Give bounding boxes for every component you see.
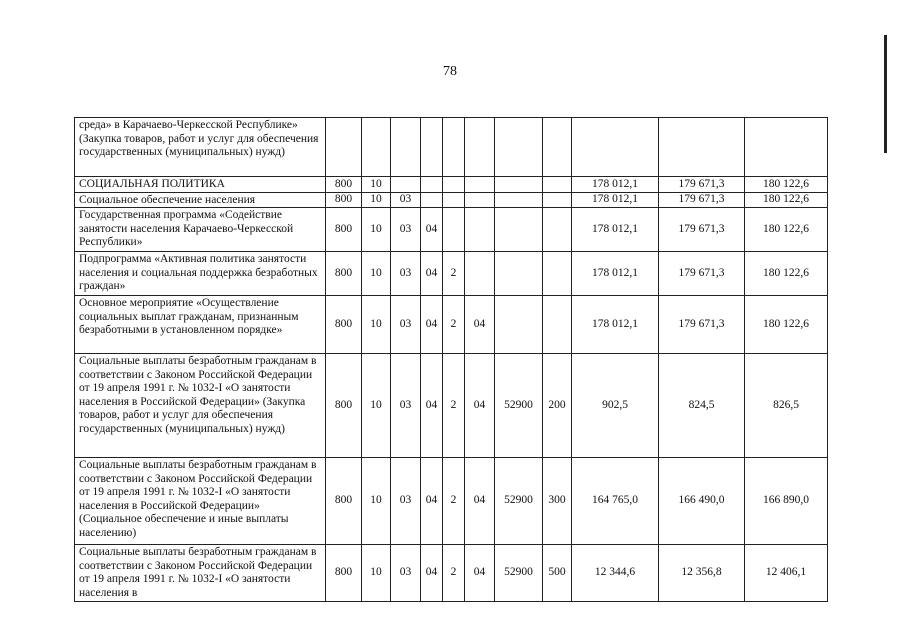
- code-subprogram: 2: [443, 354, 465, 458]
- amount-year-2: 179 671,3: [659, 252, 745, 296]
- code-subprogram: [443, 208, 465, 252]
- code-ved: 800: [326, 252, 362, 296]
- table-row: [75, 118, 828, 177]
- amount-year-3: 180 122,6: [745, 252, 828, 296]
- code-program: 04: [421, 296, 443, 354]
- code-ved: 800: [326, 296, 362, 354]
- amount-year-3: 180 122,6: [745, 192, 828, 208]
- amount-year-2: 179 671,3: [659, 208, 745, 252]
- code-subprogram: [443, 118, 465, 177]
- amount-year-2: 166 490,0: [659, 458, 745, 545]
- amount-year-3: 166 890,0: [745, 458, 828, 545]
- table-row: [75, 545, 828, 602]
- budget-table: [74, 117, 828, 602]
- table-row: [75, 208, 828, 252]
- code-rz: 10: [362, 354, 391, 458]
- code-subprogram: 2: [443, 296, 465, 354]
- code-direction: [495, 296, 543, 354]
- code-vr: [543, 252, 572, 296]
- amount-year-2: 179 671,3: [659, 177, 745, 193]
- page-number: 78: [443, 64, 457, 79]
- code-direction: 52900: [495, 354, 543, 458]
- code-event: [465, 252, 495, 296]
- code-pr: 03: [391, 458, 421, 545]
- code-pr: [391, 177, 421, 193]
- code-ved: [326, 118, 362, 177]
- code-program: 04: [421, 252, 443, 296]
- amount-year-2: 179 671,3: [659, 192, 745, 208]
- code-program: [421, 177, 443, 193]
- code-direction: [495, 177, 543, 193]
- code-rz: 10: [362, 192, 391, 208]
- code-ved: 800: [326, 208, 362, 252]
- table-row: [75, 252, 828, 296]
- code-vr: [543, 118, 572, 177]
- table-row: [75, 192, 828, 208]
- code-ved: 800: [326, 545, 362, 602]
- code-rz: 10: [362, 252, 391, 296]
- row-name: Государственная программа «Содействие занятости населения Карачаево-Черкесской Республики»: [75, 208, 326, 252]
- amount-year-1: 164 765,0: [572, 458, 659, 545]
- code-pr: [391, 118, 421, 177]
- amount-year-1: 902,5: [572, 354, 659, 458]
- code-program: 04: [421, 354, 443, 458]
- amount-year-1: 178 012,1: [572, 208, 659, 252]
- code-vr: [543, 177, 572, 193]
- code-event: [465, 118, 495, 177]
- code-direction: [495, 118, 543, 177]
- code-rz: 10: [362, 296, 391, 354]
- code-event: 04: [465, 296, 495, 354]
- row-name: Подпрограмма «Активная политика занятости населения и социальная поддержка безработных граждан»: [75, 252, 326, 296]
- amount-year-1: 12 344,6: [572, 545, 659, 602]
- row-name: среда» в Карачаево-Черкесской Республике» (Закупка товаров, работ и услуг для обеспечения государственных (муниципальных) нужд): [75, 118, 326, 177]
- amount-year-3: [745, 118, 828, 177]
- table-row: [75, 458, 828, 545]
- code-program: [421, 118, 443, 177]
- code-ved: 800: [326, 458, 362, 545]
- code-event: 04: [465, 545, 495, 602]
- code-subprogram: 2: [443, 545, 465, 602]
- code-event: 04: [465, 458, 495, 545]
- code-rz: 10: [362, 177, 391, 193]
- code-pr: 03: [391, 208, 421, 252]
- code-vr: [543, 296, 572, 354]
- code-direction: [495, 252, 543, 296]
- code-ved: 800: [326, 192, 362, 208]
- code-pr: 03: [391, 354, 421, 458]
- code-subprogram: [443, 192, 465, 208]
- code-rz: 10: [362, 458, 391, 545]
- code-direction: 52900: [495, 545, 543, 602]
- amount-year-3: 180 122,6: [745, 296, 828, 354]
- amount-year-2: 824,5: [659, 354, 745, 458]
- table-row: [75, 177, 828, 193]
- code-event: [465, 177, 495, 193]
- code-program: 04: [421, 208, 443, 252]
- amount-year-3: 180 122,6: [745, 208, 828, 252]
- code-vr: [543, 192, 572, 208]
- code-vr: 200: [543, 354, 572, 458]
- code-vr: [543, 208, 572, 252]
- code-program: 04: [421, 458, 443, 545]
- code-rz: 10: [362, 208, 391, 252]
- table-row: [75, 354, 828, 458]
- code-event: [465, 208, 495, 252]
- row-name: СОЦИАЛЬНАЯ ПОЛИТИКА: [75, 177, 326, 193]
- scan-edge-mark: [884, 35, 887, 153]
- code-subprogram: [443, 177, 465, 193]
- table-row: [75, 296, 828, 354]
- amount-year-3: 826,5: [745, 354, 828, 458]
- code-rz: 10: [362, 545, 391, 602]
- amount-year-3: 180 122,6: [745, 177, 828, 193]
- code-pr: 03: [391, 192, 421, 208]
- row-name: Основное мероприятие «Осуществление социальных выплат гражданам, признанным безработными в установленном порядке»: [75, 296, 326, 354]
- code-pr: 03: [391, 296, 421, 354]
- amount-year-1: 178 012,1: [572, 296, 659, 354]
- amount-year-3: 12 406,1: [745, 545, 828, 602]
- amount-year-1: [572, 118, 659, 177]
- amount-year-1: 178 012,1: [572, 177, 659, 193]
- row-name: Социальные выплаты безработным гражданам в соответствии с Законом Российской Федерации от 19 апреля 1991 г. № 1032-I «О занятости населения в: [75, 545, 326, 602]
- code-program: 04: [421, 545, 443, 602]
- amount-year-2: 179 671,3: [659, 296, 745, 354]
- code-ved: 800: [326, 177, 362, 193]
- code-subprogram: 2: [443, 252, 465, 296]
- row-name: Социальное обеспечение населения: [75, 192, 326, 208]
- amount-year-2: [659, 118, 745, 177]
- code-pr: 03: [391, 252, 421, 296]
- amount-year-1: 178 012,1: [572, 192, 659, 208]
- code-vr: 300: [543, 458, 572, 545]
- code-ved: 800: [326, 354, 362, 458]
- amount-year-1: 178 012,1: [572, 252, 659, 296]
- code-vr: 500: [543, 545, 572, 602]
- code-direction: [495, 192, 543, 208]
- row-name: Социальные выплаты безработным гражданам в соответствии с Законом Российской Федерации от 19 апреля 1991 г. № 1032-I «О занятости населения в Российской Федерации» (Закупка товаров, работ и услуг для обеспечения государственных (муниципальных) нужд): [75, 354, 326, 458]
- amount-year-2: 12 356,8: [659, 545, 745, 602]
- code-direction: [495, 208, 543, 252]
- code-subprogram: 2: [443, 458, 465, 545]
- code-event: [465, 192, 495, 208]
- code-pr: 03: [391, 545, 421, 602]
- code-event: 04: [465, 354, 495, 458]
- code-direction: 52900: [495, 458, 543, 545]
- code-program: [421, 192, 443, 208]
- code-rz: [362, 118, 391, 177]
- row-name: Социальные выплаты безработным гражданам в соответствии с Законом Российской Федерации от 19 апреля 1991 г. № 1032-I «О занятости населения в Российской Федерации» (Социальное обеспечение и иные выплаты населению): [75, 458, 326, 545]
